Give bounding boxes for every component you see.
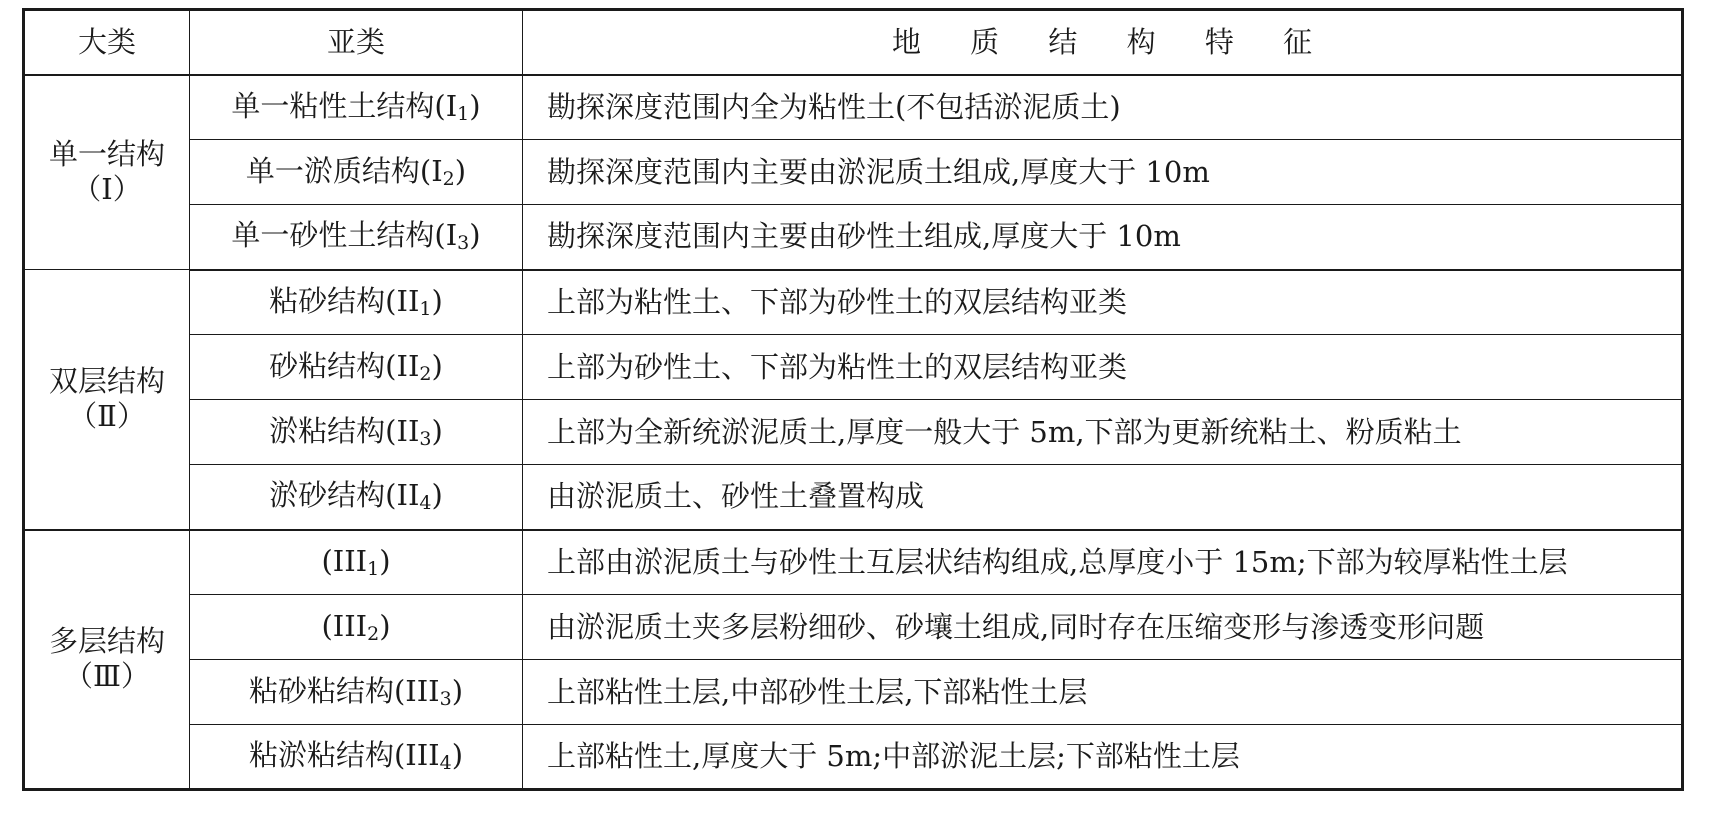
subcategory-name: 粘砂结构(II	[269, 283, 420, 318]
subcategory-name: 单一淤质结构(I	[245, 153, 443, 188]
group-name: 单一结构	[48, 137, 165, 172]
header-row	[24, 10, 1683, 75]
subcategory-index: 1	[367, 557, 380, 580]
subcategory-cell	[190, 660, 523, 725]
subcategory-tail: )	[469, 218, 481, 253]
subcategory-name: (III	[321, 543, 368, 578]
subcategory-index: 2	[419, 362, 432, 385]
header-geological-features: 地 质 结 构 特 征	[523, 10, 1683, 75]
subcategory-tail: )	[454, 153, 467, 188]
subcategory-name: 淤粘结构(II	[269, 413, 420, 448]
subcategory-index: 3	[439, 687, 452, 710]
subcategory-tail: )	[469, 88, 481, 123]
subcategory-index: 1	[457, 102, 470, 125]
subcategory-name: 粘淤粘结构(III	[248, 738, 440, 773]
subcategory-tail: )	[451, 738, 464, 773]
subcategory-name: 单一粘性土结构(I	[231, 88, 458, 123]
subcategory-tail: )	[379, 608, 391, 643]
subcategory-cell	[190, 335, 523, 400]
feature-cell: 上部为粘性土、下部为砂性土的双层结构亚类	[523, 270, 1683, 335]
feature-cell: 勘探深度范围内主要由淤泥质土组成,厚度大于 10m	[523, 140, 1683, 205]
group-double-layer-structure	[24, 270, 190, 530]
group-single-structure	[24, 75, 190, 270]
subcategory-index: 4	[439, 752, 452, 775]
table-row	[24, 660, 1683, 725]
table-row	[24, 595, 1683, 660]
geological-structure-table	[22, 8, 1684, 791]
table-row	[24, 335, 1683, 400]
header-subcategory: 亚类	[190, 10, 523, 75]
subcategory-tail: )	[431, 283, 443, 318]
feature-cell: 由淤泥质土夹多层粉细砂、砂壤土组成,同时存在压缩变形与渗透变形问题	[523, 595, 1683, 660]
feature-cell: 勘探深度范围内全为粘性土(不包括淤泥质土)	[523, 75, 1683, 140]
feature-cell: 上部为砂性土、下部为粘性土的双层结构亚类	[523, 335, 1683, 400]
table-row	[24, 725, 1683, 790]
group-name: 双层结构	[48, 364, 165, 399]
table-row	[24, 400, 1683, 465]
subcategory-index: 4	[419, 492, 432, 515]
table-row	[24, 205, 1683, 270]
group-name: 多层结构	[48, 624, 165, 659]
table-row	[24, 530, 1683, 595]
subcategory-name: 砂粘结构(II	[269, 348, 420, 383]
subcategory-tail: )	[431, 348, 443, 383]
group-code: （Ⅰ）	[72, 172, 142, 207]
subcategory-cell	[190, 205, 523, 270]
group-code: （Ⅱ）	[68, 399, 146, 434]
table-row	[24, 75, 1683, 140]
subcategory-tail: )	[379, 543, 391, 578]
header-category: 大类	[24, 10, 190, 75]
subcategory-cell	[190, 75, 523, 140]
subcategory-index: 2	[367, 622, 380, 645]
table-row	[24, 465, 1683, 530]
subcategory-name: 淤砂结构(II	[269, 478, 420, 513]
group-multi-layer-structure	[24, 530, 190, 790]
subcategory-name: 单一砂性土结构(I	[231, 218, 458, 253]
subcategory-name: (III	[321, 608, 368, 643]
subcategory-index: 3	[457, 232, 470, 255]
subcategory-index: 3	[419, 427, 432, 450]
subcategory-cell	[190, 270, 523, 335]
feature-cell: 勘探深度范围内主要由砂性土组成,厚度大于 10m	[523, 205, 1683, 270]
subcategory-cell	[190, 465, 523, 530]
subcategory-tail: )	[451, 673, 464, 708]
table-row	[24, 270, 1683, 335]
subcategory-tail: )	[431, 413, 443, 448]
feature-cell: 上部粘性土,厚度大于 5m;中部淤泥土层;下部粘性土层	[523, 725, 1683, 790]
group-code: （Ⅲ）	[64, 659, 150, 694]
subcategory-index: 2	[442, 167, 455, 190]
subcategory-cell	[190, 400, 523, 465]
subcategory-tail: )	[431, 478, 443, 513]
feature-cell: 上部由淤泥质土与砂性土互层状结构组成,总厚度小于 15m;下部为较厚粘性土层	[523, 530, 1683, 595]
feature-cell: 上部粘性土层,中部砂性土层,下部粘性土层	[523, 660, 1683, 725]
subcategory-cell	[190, 595, 523, 660]
subcategory-index: 1	[419, 297, 432, 320]
feature-cell: 由淤泥质土、砂性土叠置构成	[523, 465, 1683, 530]
table-row	[24, 140, 1683, 205]
subcategory-cell	[190, 140, 523, 205]
subcategory-cell	[190, 530, 523, 595]
subcategory-cell	[190, 725, 523, 790]
subcategory-name: 粘砂粘结构(III	[248, 673, 440, 708]
feature-cell: 上部为全新统淤泥质土,厚度一般大于 5m,下部为更新统粘土、粉质粘土	[523, 400, 1683, 465]
